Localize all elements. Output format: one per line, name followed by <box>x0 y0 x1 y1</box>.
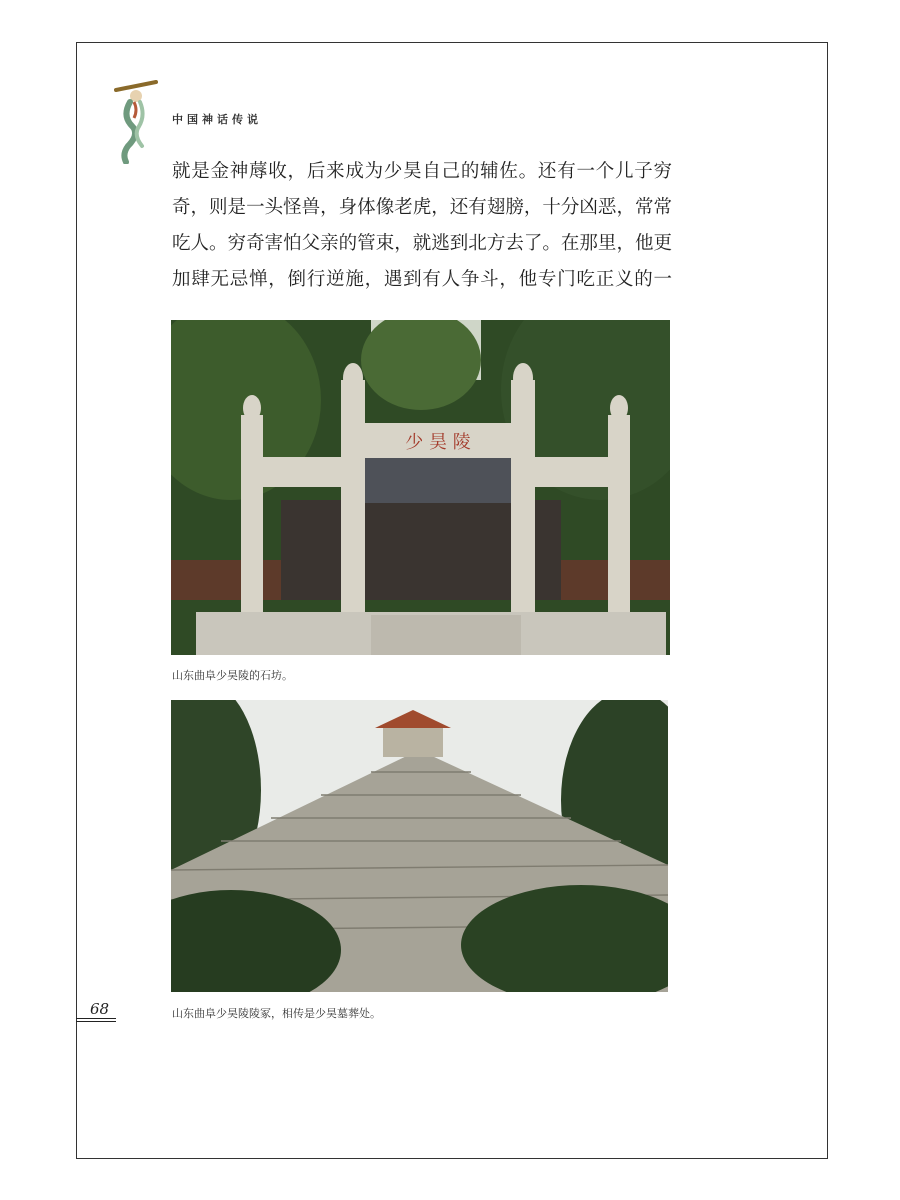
photo-stone-archway <box>171 320 670 655</box>
header-ornament <box>112 76 162 164</box>
archway-sign-text: 少 昊 陵 <box>405 432 471 453</box>
page-number: 68 <box>90 1000 110 1018</box>
body-text <box>172 154 672 298</box>
figure-caption: 山东曲阜少昊陵的石坊。 <box>172 669 293 682</box>
figure-caption: 山东曲阜少昊陵陵冢，相传是少昊墓葬处。 <box>172 1007 381 1020</box>
body-line: 就是金神蓐收，后来成为少昊自己的辅佐。还有一个儿子穷 <box>172 161 672 182</box>
body-line: 加肆无忌惮，倒行逆施，遇到有人争斗，他专门吃正义的一 <box>172 269 672 290</box>
body-line: 奇，则是一头怪兽，身体像老虎，还有翅膀，十分凶恶，常常 <box>172 197 672 218</box>
page-number-rule <box>76 1018 116 1019</box>
photo-tomb-mound <box>171 700 668 992</box>
running-header: 中国神话传说 <box>172 113 262 126</box>
body-line: 吃人。穷奇害怕父亲的管束，就逃到北方去了。在那里，他更 <box>172 233 672 254</box>
page-number-rule <box>76 1021 116 1022</box>
